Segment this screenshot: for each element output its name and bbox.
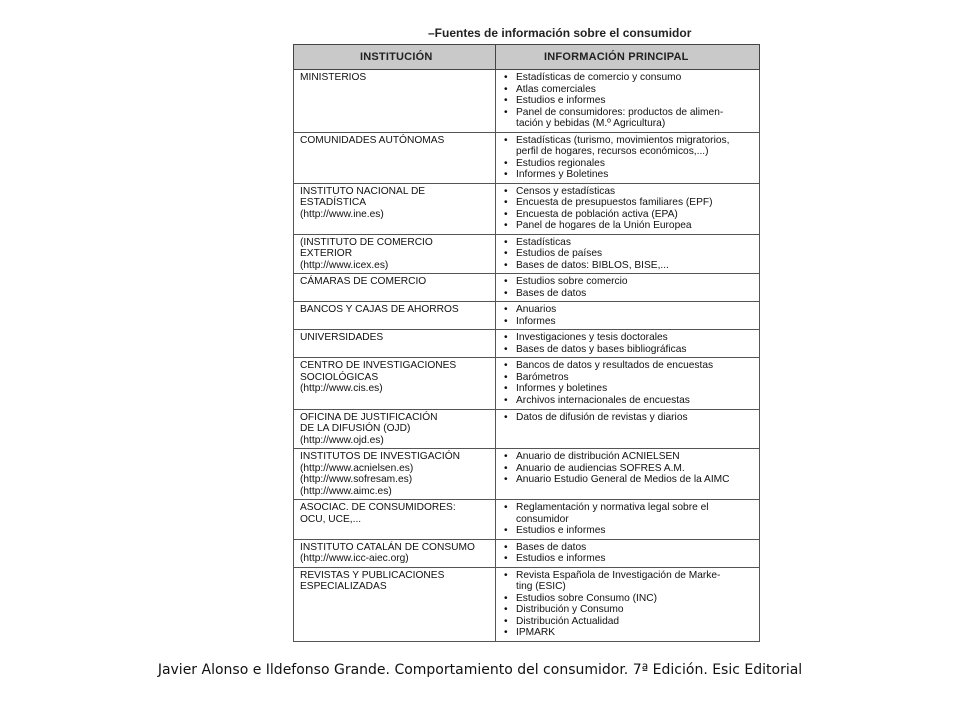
info-item: • Bases de datos xyxy=(502,288,754,300)
institution-line: INSTITUTO CATALÁN DE CONSUMO xyxy=(300,541,475,553)
header-institution: INSTITUCIÓN xyxy=(294,45,496,70)
info-item: • Distribución y Consumo xyxy=(502,604,754,616)
info-item: • Reglamentación y normativa legal sobre el xyxy=(502,502,754,514)
info-item: • Informes y Boletines xyxy=(502,169,754,181)
info-list xyxy=(502,360,754,406)
institution-cell xyxy=(294,330,496,358)
table-row xyxy=(294,274,760,302)
info-cell xyxy=(496,330,760,358)
info-list xyxy=(502,542,754,565)
info-item: • Investigaciones y tesis doctorales xyxy=(502,332,754,344)
info-item: • Estudios sobre comercio xyxy=(502,276,754,288)
info-item: • Anuario de distribución ACNIELSEN xyxy=(502,451,754,463)
document-title: –Fuentes de información sobre el consumidor xyxy=(428,26,692,40)
institution-cell xyxy=(294,132,496,183)
info-item: • Estadísticas (turismo, movimientos migratorios, xyxy=(502,135,754,147)
info-item: • Bases de datos xyxy=(502,542,754,554)
institution-line: (http://www.cis.es) xyxy=(300,383,383,395)
info-item: • Panel de consumidores: productos de alimen- xyxy=(502,107,754,119)
institution-line: ESTADÍSTICA xyxy=(300,197,367,209)
table-body xyxy=(294,70,760,642)
info-item: • Atlas comerciales xyxy=(502,84,754,96)
institution-cell xyxy=(294,567,496,641)
institution-cell xyxy=(294,274,496,302)
institution-line: (http://www.icex.es) xyxy=(300,259,389,271)
institution-line: CENTRO DE INVESTIGACIONES xyxy=(300,360,457,372)
institution-line: MINISTERIOS xyxy=(300,72,367,83)
institution-line: ESPECIALIZADAS xyxy=(300,581,387,593)
table-row xyxy=(294,234,760,274)
info-cell xyxy=(496,302,760,330)
institution-cell xyxy=(294,409,496,449)
institution-cell xyxy=(294,302,496,330)
institution-cell xyxy=(294,234,496,274)
header-main-info: INFORMACIÓN PRINCIPAL xyxy=(496,45,760,70)
info-item: • Estudios e informes xyxy=(502,553,754,565)
info-item: • Informes y boletines xyxy=(502,383,754,395)
info-item: • Estudios de países xyxy=(502,248,754,260)
info-item: • Bancos de datos y resultados de encuestas xyxy=(502,360,754,372)
info-item: • Censos y estadísticas xyxy=(502,186,754,198)
info-item: • Informes xyxy=(502,316,754,328)
institution-line: (http://www.icc-aiec.org) xyxy=(300,553,409,565)
info-cell xyxy=(496,409,760,449)
table-row xyxy=(294,409,760,449)
table-row xyxy=(294,183,760,234)
institution-line: UNIVERSIDADES xyxy=(300,332,384,344)
info-list xyxy=(502,332,754,355)
institution-line: SOCIOLÓGICAS xyxy=(300,371,379,383)
institution-line: (http://www.aimc.es) xyxy=(300,485,392,497)
institution-cell xyxy=(294,500,496,540)
info-list xyxy=(502,502,754,537)
info-item: ting (ESIC) xyxy=(516,581,566,593)
table-row xyxy=(294,70,760,133)
table-header-row xyxy=(294,45,760,70)
institution-line: ASOCIAC. DE CONSUMIDORES: xyxy=(300,502,456,514)
institution-line: INSTITUTO NACIONAL DE xyxy=(300,185,426,197)
info-item: • Estadísticas xyxy=(502,237,754,249)
info-item: • Distribución Actualidad xyxy=(502,616,754,628)
info-item: • Estudios e informes xyxy=(502,95,754,107)
table-row xyxy=(294,449,760,500)
info-cell xyxy=(496,132,760,183)
sources-table-container xyxy=(293,44,759,642)
institution-line: BANCOS Y CAJAS DE AHORROS xyxy=(300,304,459,316)
info-list xyxy=(502,186,754,232)
info-item: • IPMARK xyxy=(502,627,754,639)
table-row xyxy=(294,132,760,183)
info-cell xyxy=(496,358,760,409)
info-list xyxy=(502,276,754,299)
table-row xyxy=(294,302,760,330)
institution-line: OCU, UCE,... xyxy=(300,513,362,525)
institution-line: (INSTITUTO DE COMERCIO xyxy=(300,236,433,248)
institution-line: CÁMARAS DE COMERCIO xyxy=(300,276,427,288)
info-item: • Anuario de audiencias SOFRES A.M. xyxy=(502,463,754,475)
info-list xyxy=(502,72,754,130)
info-cell xyxy=(496,70,760,133)
info-list xyxy=(502,412,754,424)
info-item: • Estadísticas de comercio y consumo xyxy=(502,72,754,84)
info-cell xyxy=(496,234,760,274)
institution-line: EXTERIOR xyxy=(300,248,353,260)
institution-cell xyxy=(294,449,496,500)
institution-cell xyxy=(294,358,496,409)
info-item: • Panel de hogares de la Unión Europea xyxy=(502,220,754,232)
info-item: tación y bebidas (M.º Agricultura) xyxy=(516,118,666,129)
institution-line: (http://www.acnielsen.es) xyxy=(300,462,414,474)
institution-cell xyxy=(294,183,496,234)
info-cell xyxy=(496,539,760,567)
institution-cell xyxy=(294,70,496,133)
sources-table xyxy=(293,44,760,642)
info-cell xyxy=(496,500,760,540)
info-item: perfil de hogares, recursos económicos,...) xyxy=(516,146,709,158)
info-list xyxy=(502,135,754,181)
info-item: • Bases de datos: BIBLOS, BISE,... xyxy=(502,260,754,272)
info-item: • Archivos internacionales de encuestas xyxy=(502,395,754,407)
info-item: • Encuesta de presupuestos familiares (EPF) xyxy=(502,197,754,209)
info-list xyxy=(502,304,754,327)
info-item: • Bases de datos y bases bibliográficas xyxy=(502,344,754,356)
table-row xyxy=(294,539,760,567)
info-list xyxy=(502,451,754,486)
info-cell xyxy=(496,183,760,234)
info-item: • Encuesta de población activa (EPA) xyxy=(502,209,754,221)
info-item: • Estudios e informes xyxy=(502,525,754,537)
info-list xyxy=(502,570,754,639)
info-item: • Barómetros xyxy=(502,372,754,384)
info-cell xyxy=(496,567,760,641)
institution-line: COMUNIDADES AUTÓNOMAS xyxy=(300,134,445,146)
institution-line: INSTITUTOS DE INVESTIGACIÓN xyxy=(300,451,461,463)
info-item: • Estudios sobre Consumo (INC) xyxy=(502,593,754,605)
table-row xyxy=(294,567,760,641)
table-row xyxy=(294,330,760,358)
institution-line: (http://www.sofresam.es) xyxy=(300,474,413,486)
source-caption: Javier Alonso e Ildefonso Grande. Comportamiento del consumidor. 7ª Edición. Esic Editorial xyxy=(157,662,803,678)
institution-cell xyxy=(294,539,496,567)
table-row xyxy=(294,358,760,409)
institution-line: REVISTAS Y PUBLICACIONES xyxy=(300,569,445,581)
info-list xyxy=(502,237,754,272)
info-item: • Anuario Estudio General de Medios de la AIMC xyxy=(502,474,754,486)
institution-line: DE LA DIFUSIÓN (OJD) xyxy=(300,423,411,435)
info-item: • Revista Española de Investigación de Marke- xyxy=(502,570,754,582)
info-cell xyxy=(496,449,760,500)
info-cell xyxy=(496,274,760,302)
table-row xyxy=(294,500,760,540)
institution-line: OFICINA DE JUSTIFICACIÓN xyxy=(300,411,438,423)
info-item: • Datos de difusión de revistas y diarios xyxy=(502,412,754,424)
info-item: consumidor xyxy=(516,513,569,525)
info-item: • Estudios regionales xyxy=(502,158,754,170)
institution-line: (http://www.ojd.es) xyxy=(300,434,384,446)
info-item: • Anuarios xyxy=(502,304,754,316)
institution-line: (http://www.ine.es) xyxy=(300,208,384,220)
